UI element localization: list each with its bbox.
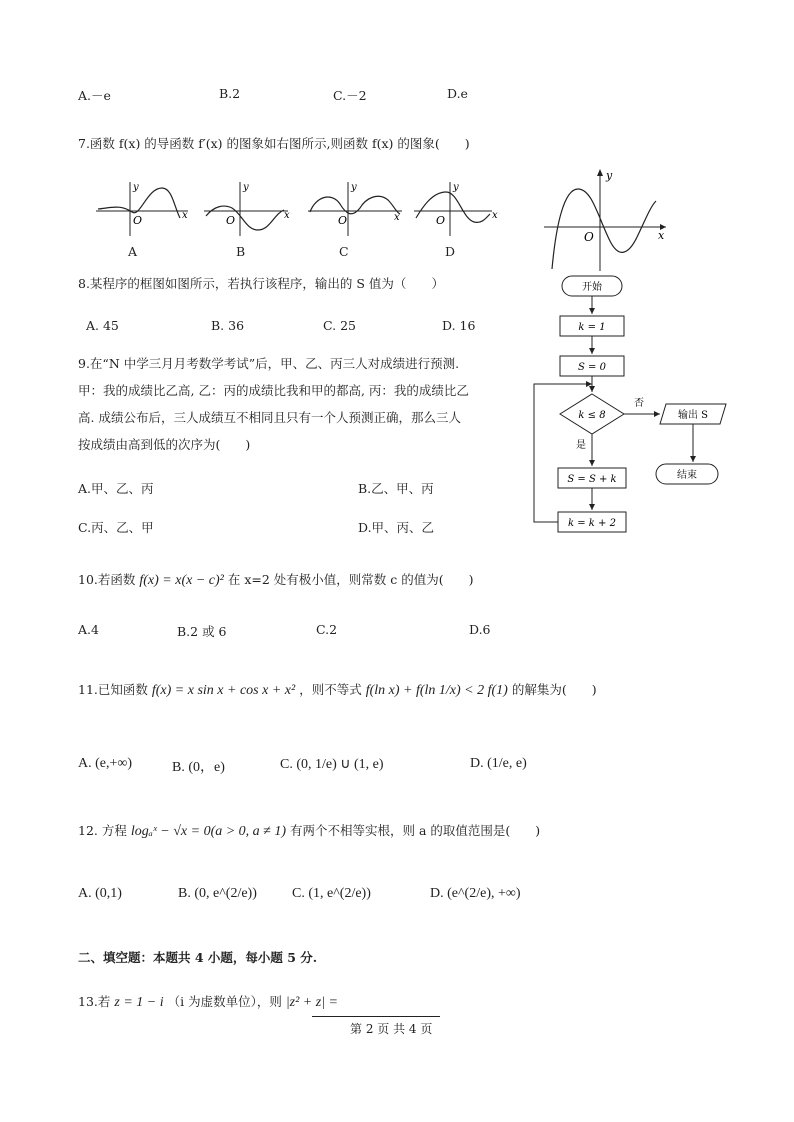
q8-option-d: D. 16 (442, 318, 476, 333)
q10-option-c: C.2 (316, 622, 338, 637)
flow-yes-label: 是 (576, 440, 586, 451)
flow-init-k-label: k = 1 (578, 322, 606, 333)
q7-graph-label-c: C (339, 244, 349, 259)
q11-line (78, 680, 597, 699)
q10-option-b: B.2 或 6 (177, 624, 227, 639)
q11-prefix: 11.已知函数 (78, 682, 148, 697)
graph-b-origin: O (226, 214, 236, 227)
q11-option-a: A. (e,+∞) (78, 756, 133, 771)
q12-formula: logₐˣ − √x = 0(a > 0, a ≠ 1) (130, 824, 287, 839)
flow-update-s-label: S = S + k (567, 474, 617, 485)
q10-suffix: 在 x=2 处有极小值，则常数 c 的值为( ) (227, 572, 474, 587)
q7-graph-label-b: B (236, 244, 246, 259)
q11-middle: ，则不等式 (299, 682, 362, 697)
q11-option-b: B. (0，e) (172, 760, 225, 775)
q6-option-b: B.2 (219, 86, 241, 101)
q8-option-a: A. 45 (86, 318, 119, 333)
q9-option-a: A.甲、乙、丙 (78, 481, 154, 496)
derivative-graph (540, 165, 670, 275)
q9-option-d: D.甲、丙、乙 (358, 520, 435, 535)
graph-a (96, 182, 188, 236)
q9-option-b: B.乙、甲、丙 (358, 481, 434, 496)
flow-init-s-label: S = 0 (578, 362, 606, 373)
section-2-heading: 二、填空题：本题共 4 小题，每小题 5 分. (78, 950, 318, 965)
q13-formula: z = 1 − i (114, 995, 164, 1010)
q6-option-d: D.e (447, 86, 468, 101)
q11-suffix: 的解集为( ) (511, 682, 597, 697)
q9-line-2: 甲：我的成绩比乙高, 乙：丙的成绩比我和甲的都高, 丙：我的成绩比乙 (78, 383, 469, 398)
graph-d-origin: O (436, 214, 446, 227)
graph-d-y-label: y (453, 182, 459, 193)
derivative-graph-x-label: x (658, 229, 665, 242)
q10-line (78, 570, 473, 589)
q10-prefix: 10.若函数 (78, 572, 136, 587)
q13-middle: （i 为虚数单位），则 (167, 994, 282, 1009)
graph-b-x-label: x (284, 210, 290, 221)
q12-suffix: 有两个不相等实根，则 a 的取值范围是( ) (290, 823, 541, 838)
q10-formula: f(x) = x(x − c)² (139, 573, 224, 588)
q7-option-graphs (92, 178, 512, 240)
flow-end-label: 结束 (677, 470, 697, 481)
graph-a-x-label: x (182, 210, 188, 221)
q11-option-d: D. (1/e, e) (470, 756, 527, 771)
q12-option-a: A. (0,1) (78, 886, 122, 901)
derivative-graph-origin: O (584, 230, 594, 244)
q8-text: 8.某程序的框图如图所示，若执行该程序，输出的 S 值为（ ） (78, 276, 444, 291)
page-footer: 第 2 页 共 4 页 (350, 1022, 433, 1036)
q13-answer-line (312, 1016, 440, 1017)
q7-text: 7.函数 f(x) 的导函数 f′(x) 的图象如右图所示,则函数 f(x) 的图象( ) (78, 136, 470, 151)
flow-update-k-label: k = k + 2 (568, 518, 616, 529)
q11-option-c: C. (0, 1/e) ∪ (1, e) (280, 757, 384, 772)
q8-option-b: B. 36 (211, 318, 245, 333)
q12-line (78, 821, 540, 840)
q8-option-c: C. 25 (323, 318, 356, 333)
q10-option-a: A.4 (78, 622, 99, 637)
q11-inequality: f(ln x) + f(ln 1/x) < 2 f(1) (365, 683, 508, 698)
q7-graph-label-a: A (128, 244, 138, 259)
graph-d-x-label: x (492, 210, 498, 221)
flow-start-label: 开始 (582, 282, 602, 293)
q9-line-4: 按成绩由高到低的次序为( ) (78, 437, 251, 452)
q12-option-b: B. (0, e^(2/e)) (178, 886, 257, 901)
flow-condition-label: k ≤ 8 (578, 410, 606, 421)
q13-expression: |z² + z| = (285, 995, 338, 1010)
q12-option-c: C. (1, e^(2/e)) (292, 886, 371, 901)
graph-c-origin: O (338, 214, 348, 227)
graph-b (204, 182, 290, 236)
graph-b-y-label: y (243, 182, 249, 193)
q9-option-c: C.丙、乙、甲 (78, 520, 154, 535)
flowchart (530, 272, 740, 542)
q11-formula: f(x) = x sin x + cos x + x² (151, 683, 296, 698)
graph-c-y-label: y (351, 182, 357, 193)
graph-a-y-label: y (133, 182, 139, 193)
q6-option-c: C.－2 (333, 88, 367, 103)
q7-graph-label-d: D (445, 244, 456, 259)
q12-option-d: D. (e^(2/e), +∞) (430, 886, 521, 901)
graph-d (414, 182, 498, 236)
flow-no-label: 否 (634, 398, 644, 409)
q12-prefix: 12. 方程 (78, 823, 127, 838)
q13-prefix: 13.若 (78, 994, 111, 1009)
q13-line (78, 992, 338, 1011)
graph-c (308, 182, 402, 236)
q9-line-1: 9.在“N 中学三月月考数学考试”后，甲、乙、丙三人对成绩进行预测. (78, 356, 460, 371)
graph-a-origin: O (133, 214, 143, 227)
q6-option-a: A.－e (78, 88, 111, 103)
flow-output-label: 输出 S (677, 410, 709, 421)
graph-c-x-label: x (394, 212, 400, 223)
derivative-graph-y-label: y (606, 169, 613, 182)
q10-option-d: D.6 (469, 622, 491, 637)
q9-line-3: 高. 成绩公布后，三人成绩互不相同且只有一个人预测正确，那么三人 (78, 410, 461, 425)
